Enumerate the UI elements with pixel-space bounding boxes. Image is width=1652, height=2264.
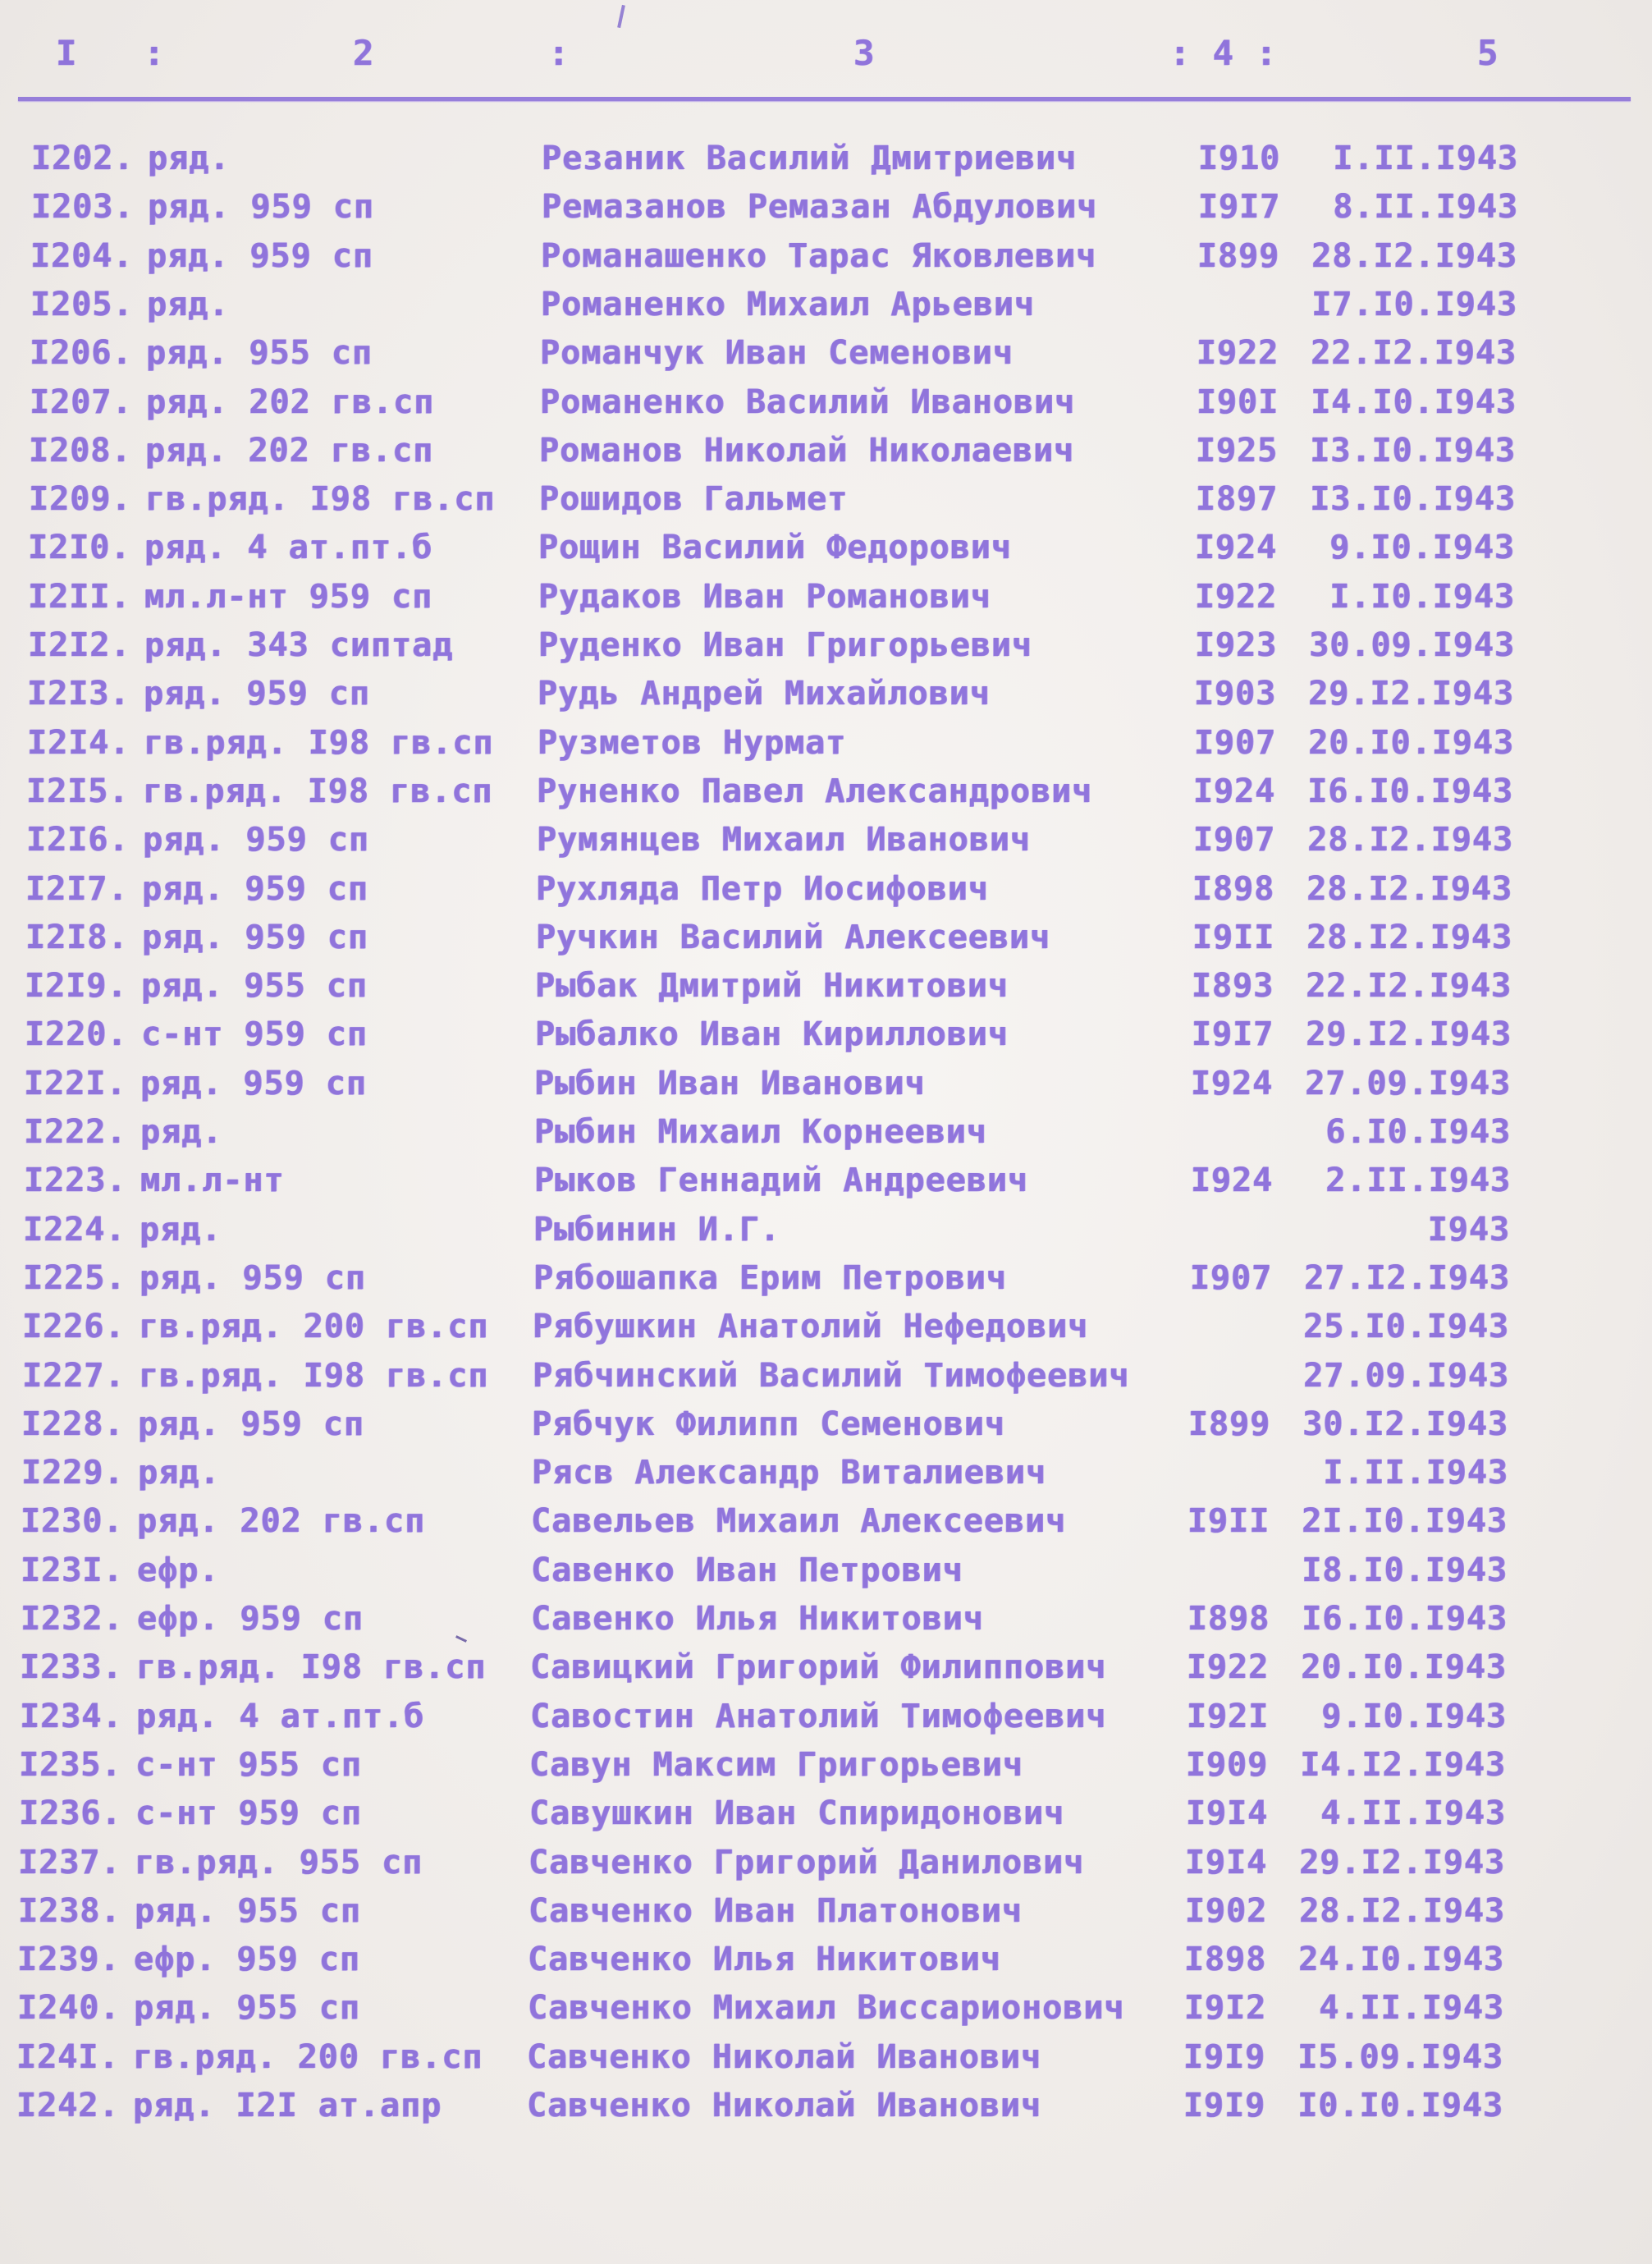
record-rank-unit: гв.ряд. 200 гв.сп (139, 1308, 489, 1346)
record-number: I205. (30, 285, 134, 323)
record-name: Савенко Иван Петрович (531, 1551, 963, 1589)
record-birth-year: I910 (1197, 140, 1281, 177)
record-date: I.I0.I943 (1329, 577, 1515, 616)
record-birth-year: I9I7 (1191, 1015, 1274, 1054)
record-name: Савицкий Григорий Филиппович (530, 1648, 1107, 1687)
record-date: I7.I0.I943 (1311, 285, 1517, 323)
record-number: I234. (20, 1697, 123, 1735)
record-number: I206. (30, 334, 133, 373)
record-date: I6.I0.I943 (1307, 772, 1513, 810)
record-date: I4.I0.I943 (1311, 383, 1517, 421)
record-birth-year: I922 (1194, 577, 1278, 616)
record-date: I.II.I943 (1323, 1454, 1508, 1492)
record-number: I2I4. (27, 723, 130, 762)
record-date: 20.I0.I943 (1301, 1648, 1507, 1687)
list-item (0, 1502, 1652, 1550)
record-rank-unit: ряд. 202 гв.сп (146, 383, 435, 421)
record-number: I233. (20, 1648, 123, 1687)
record-name: Рыков Геннадий Андреевич (534, 1162, 1028, 1200)
record-date: 29.I2.I943 (1308, 675, 1514, 713)
record-number: I2I6. (26, 821, 130, 859)
record-rank-unit: гв.ряд. 200 гв.сп (133, 2037, 483, 2076)
list-item (0, 724, 1652, 772)
record-birth-year: I902 (1184, 1891, 1268, 1930)
record-rank-unit: ряд. (140, 1210, 222, 1249)
record-number: I235. (19, 1745, 122, 1784)
header-col-1: I (56, 33, 78, 73)
record-rank-unit: ряд. 959 сп (138, 1405, 364, 1443)
record-number: I225. (23, 1258, 126, 1297)
record-name: Савченко Николай Иванович (527, 2037, 1042, 2076)
record-birth-year: I907 (1193, 723, 1277, 762)
record-number: I224. (23, 1210, 126, 1249)
list-item (0, 1794, 1652, 1842)
record-rank-unit: ряд. (140, 1113, 223, 1151)
record-number: I232. (21, 1600, 124, 1638)
record-rank-unit: мл.л-нт 959 сп (144, 577, 433, 616)
record-number: I2I8. (25, 918, 129, 956)
record-birth-year: I922 (1196, 334, 1279, 373)
record-name: Романов Николай Николаевич (539, 431, 1075, 470)
record-rank-unit: гв.ряд. I98 гв.сп (145, 480, 496, 519)
list-item (0, 1113, 1652, 1161)
record-name: Рудаков Иван Романович (538, 577, 991, 616)
record-birth-year: I909 (1185, 1745, 1269, 1784)
record-rank-unit: гв.ряд. I98 гв.сп (136, 1648, 487, 1687)
record-rank-unit: ефр. 959 сп (134, 1941, 360, 1979)
list-item (0, 1698, 1652, 1745)
record-date: 27.09.I943 (1305, 1064, 1511, 1102)
record-name: Романашенко Тарас Яковлевич (541, 236, 1097, 275)
record-rank-unit: гв.ряд. I98 гв.сп (144, 723, 494, 762)
record-date: I4.I2.I943 (1300, 1745, 1506, 1784)
record-date: 30.I2.I943 (1302, 1405, 1508, 1443)
header-rule (18, 97, 1631, 101)
record-rank-unit: ряд. 959 сп (148, 188, 374, 227)
record-number: I2I9. (25, 967, 128, 1006)
list-item (0, 2087, 1652, 2134)
record-date: 8.II.I943 (1333, 188, 1518, 227)
record-date: 27.09.I943 (1303, 1356, 1509, 1395)
record-name: Рудь Андрей Михайлович (538, 675, 991, 713)
record-number: I209. (29, 480, 132, 519)
record-date: 29.I2.I943 (1306, 1015, 1512, 1054)
record-number: I23I. (21, 1551, 124, 1589)
record-number: I228. (21, 1405, 125, 1443)
record-name: Савостин Анатолий Тимофеевич (530, 1697, 1107, 1735)
list-item (0, 919, 1652, 966)
record-rank-unit: ряд. 959 сп (142, 869, 368, 908)
list-item (0, 1065, 1652, 1112)
record-rank-unit: ряд. 959 сп (140, 1258, 366, 1297)
record-name: Ремазанов Ремазан Абдулович (542, 188, 1098, 227)
record-rank-unit: ряд. (147, 285, 230, 323)
record-rank-unit: ряд. 955 сп (135, 1891, 361, 1930)
record-date: 9.I0.I943 (1329, 529, 1515, 567)
list-item (0, 529, 1652, 576)
list-item (0, 286, 1652, 333)
record-rank-unit: ряд. 4 ат.пт.б (136, 1697, 425, 1735)
record-rank-unit: мл.л-нт (140, 1162, 285, 1200)
record-number: I203. (31, 188, 135, 227)
record-birth-year: I92I (1186, 1697, 1270, 1735)
record-name: Ручкин Василий Алексеевич (536, 918, 1051, 956)
record-birth-year: I924 (1194, 529, 1278, 567)
list-item (0, 383, 1652, 431)
record-name: Рыбинин И.Г. (533, 1210, 780, 1249)
list-item (0, 1308, 1652, 1355)
record-rank-unit: ряд. 343 сиптад (144, 626, 454, 664)
record-number: I204. (30, 236, 134, 275)
record-date: 6.I0.I943 (1325, 1113, 1511, 1151)
record-date: 29.I2.I943 (1299, 1843, 1505, 1881)
record-name: Рухляда Петр Иосифович (536, 869, 989, 908)
record-number: I2II. (28, 577, 131, 616)
record-name: Савченко Григорий Данилович (529, 1843, 1085, 1881)
record-number: I240. (17, 1989, 121, 2028)
list-item (0, 578, 1652, 626)
record-date: 27.I2.I943 (1304, 1258, 1510, 1297)
record-number: I226. (22, 1308, 126, 1346)
record-name: Савченко Николай Иванович (527, 2087, 1042, 2124)
record-name: Романчук Иван Семенович (540, 334, 1014, 373)
record-birth-year: I898 (1183, 1941, 1267, 1979)
record-rank-unit: ряд. I2I ат.апр (133, 2087, 442, 2124)
record-birth-year: I9I4 (1184, 1843, 1268, 1881)
record-name: Савченко Илья Никитович (528, 1941, 1001, 1979)
record-date: I943 (1427, 1210, 1510, 1249)
record-date: 30.09.I943 (1309, 626, 1515, 664)
list-item (0, 1746, 1652, 1794)
header-col-5: 5 (1477, 33, 1499, 73)
record-rank-unit: ряд. 959 сп (142, 918, 368, 956)
record-date: 2I.I0.I943 (1302, 1502, 1508, 1541)
record-birth-year: I9I7 (1197, 188, 1281, 227)
list-item (0, 1015, 1652, 1063)
record-rank-unit: ряд. 4 ат.пт.б (144, 529, 433, 567)
record-number: I236. (19, 1794, 122, 1833)
record-birth-year: I9I2 (1183, 1989, 1267, 2028)
record-name: Рябушкин Анатолий Нефедович (533, 1308, 1089, 1346)
record-birth-year: I924 (1190, 1162, 1274, 1200)
record-rank-unit: гв.ряд. I98 гв.сп (143, 772, 493, 810)
record-number: I227. (22, 1356, 126, 1395)
list-item (0, 1551, 1652, 1599)
record-number: I202. (31, 140, 135, 177)
record-number: I237. (18, 1843, 121, 1881)
list-item (0, 675, 1652, 722)
record-name: Савун Максим Григорьевич (529, 1745, 1023, 1784)
record-name: Рощин Василий Федорович (538, 529, 1012, 567)
list-item (0, 821, 1652, 868)
record-number: I222. (24, 1113, 127, 1151)
record-date: I3.I0.I943 (1310, 480, 1516, 519)
record-number: I208. (29, 431, 132, 470)
record-rank-unit: с-нт 959 сп (141, 1015, 368, 1054)
record-birth-year: I924 (1192, 772, 1276, 810)
record-date: 28.I2.I943 (1307, 821, 1513, 859)
record-rank-unit: ряд. 955 сп (134, 1989, 360, 2028)
record-birth-year: I898 (1192, 869, 1275, 908)
record-birth-year: I9I4 (1185, 1794, 1269, 1833)
record-date: 22.I2.I943 (1311, 334, 1517, 373)
record-rank-unit: гв.ряд. 955 сп (135, 1843, 423, 1881)
record-name: Резаник Василий Дмитриевич (542, 140, 1078, 177)
record-date: 25.I0.I943 (1303, 1308, 1509, 1346)
list-item (0, 432, 1652, 479)
record-birth-year: I924 (1190, 1064, 1274, 1102)
list-item (0, 1844, 1652, 1891)
list-item (0, 1454, 1652, 1501)
record-number: I223. (24, 1162, 127, 1200)
record-rank-unit: ряд. (148, 140, 231, 177)
record-date: 4.II.I943 (1320, 1794, 1506, 1833)
record-birth-year: I923 (1194, 626, 1278, 664)
record-rank-unit: ряд. 959 сп (144, 675, 370, 713)
record-number: I22I. (24, 1064, 127, 1102)
record-name: Рузметов Нурмат (538, 723, 847, 762)
record-date: I6.I0.I943 (1302, 1600, 1508, 1638)
record-name: Рясв Александр Виталиевич (532, 1454, 1047, 1492)
record-name: Савченко Михаил Виссарионович (528, 1989, 1125, 2028)
record-rank-unit: ряд. 959 сп (147, 236, 373, 275)
record-name: Савченко Иван Платонович (529, 1891, 1023, 1930)
record-number: I2I0. (28, 529, 131, 567)
record-rank-unit: ефр. (137, 1551, 220, 1589)
list-item (0, 870, 1652, 918)
header-col-4: : 4 : (1169, 33, 1278, 73)
record-name: Савельев Михаил Алексеевич (531, 1502, 1067, 1541)
list-item (0, 2038, 1652, 2086)
list-item (0, 626, 1652, 674)
record-date: I3.I0.I943 (1310, 431, 1516, 470)
record-date: 4.II.I943 (1319, 1989, 1504, 2028)
record-name: Романенко Василий Иванович (540, 383, 1076, 421)
record-date: I5.09.I943 (1297, 2037, 1503, 2076)
record-name: Рябчинский Василий Тимофеевич (533, 1356, 1130, 1395)
list-item (0, 140, 1652, 187)
record-birth-year: I907 (1192, 821, 1276, 859)
list-item (0, 1405, 1652, 1453)
list-item (0, 188, 1652, 236)
record-rank-unit: ряд. 955 сп (146, 334, 373, 373)
record-name: Рябошапка Ерим Петрович (533, 1258, 1007, 1297)
record-birth-year: I9I9 (1183, 2087, 1266, 2124)
record-birth-year: I893 (1191, 967, 1274, 1006)
record-date: 28.I2.I943 (1306, 918, 1512, 956)
record-birth-year: I899 (1188, 1405, 1271, 1443)
header-col-2: 2 (353, 33, 375, 73)
record-birth-year: I907 (1189, 1258, 1273, 1297)
record-birth-year: I899 (1197, 236, 1280, 275)
record-name: Руденко Иван Григорьевич (538, 626, 1032, 664)
record-rank-unit: ряд. 959 сп (143, 821, 369, 859)
record-date: I0.I0.I943 (1297, 2087, 1503, 2124)
record-name: Савенко Илья Никитович (531, 1600, 984, 1638)
record-name: Рыбин Михаил Корнеевич (534, 1113, 987, 1151)
header-separator-2: : (548, 33, 570, 73)
header-col-3: 3 (853, 33, 876, 73)
list-item (0, 1259, 1652, 1307)
record-number: I24I. (16, 2037, 120, 2076)
list-item (0, 1357, 1652, 1405)
record-number: I207. (30, 383, 133, 421)
record-number: I2I7. (25, 869, 129, 908)
list-item (0, 967, 1652, 1015)
record-birth-year: I898 (1187, 1600, 1270, 1638)
column-header (0, 33, 1652, 82)
record-name: Рыбалко Иван Кириллович (535, 1015, 1009, 1054)
record-name: Савушкин Иван Спиридонович (529, 1794, 1065, 1833)
record-number: I220. (25, 1015, 128, 1054)
record-rank-unit: гв.ряд. I98 гв.сп (139, 1356, 489, 1395)
record-name: Рыбин Иван Иванович (534, 1064, 926, 1102)
record-number: I239. (17, 1941, 121, 1979)
list-item (0, 772, 1652, 820)
list-item (0, 1211, 1652, 1258)
record-date: 28.I2.I943 (1306, 869, 1512, 908)
record-rank-unit: с-нт 955 сп (135, 1745, 362, 1784)
record-number: I229. (21, 1454, 125, 1492)
record-rank-unit: ряд. 202 гв.сп (137, 1502, 426, 1541)
record-date: 28.I2.I943 (1311, 236, 1517, 275)
record-rank-unit: с-нт 959 сп (135, 1794, 362, 1833)
record-birth-year: I90I (1196, 383, 1279, 421)
record-date: 20.I0.I943 (1308, 723, 1514, 762)
header-separator-1: : (144, 33, 166, 73)
pen-mark (617, 5, 625, 28)
record-birth-year: I925 (1195, 431, 1279, 470)
record-number: I230. (21, 1502, 124, 1541)
record-name: Рябчук Филипп Семенович (532, 1405, 1005, 1443)
record-birth-year: I897 (1195, 480, 1279, 519)
list-item (0, 1892, 1652, 1940)
record-date: I8.I0.I943 (1302, 1551, 1508, 1589)
record-date: 9.I0.I943 (1321, 1697, 1507, 1735)
record-name: Руненко Павел Александрович (537, 772, 1093, 810)
record-number: I2I3. (27, 675, 130, 713)
record-birth-year: I922 (1186, 1648, 1270, 1687)
record-date: 28.I2.I943 (1299, 1891, 1505, 1930)
list-item (0, 480, 1652, 528)
record-birth-year: I9II (1192, 918, 1275, 956)
list-item (0, 1162, 1652, 1209)
list-item (0, 334, 1652, 382)
record-date: 22.I2.I943 (1306, 967, 1512, 1006)
record-number: I2I2. (28, 626, 131, 664)
record-date: I.II.I943 (1333, 140, 1518, 177)
record-name: Рыбак Дмитрий Никитович (535, 967, 1009, 1006)
list-item (0, 1600, 1652, 1648)
record-rank-unit: ряд. (138, 1454, 221, 1492)
record-birth-year: I9II (1187, 1502, 1270, 1541)
record-rank-unit: ряд. 959 сп (140, 1064, 367, 1102)
record-number: I2I5. (26, 772, 130, 810)
record-date: 2.II.I943 (1325, 1162, 1511, 1200)
record-rank-unit: ефр. 959 сп (137, 1600, 364, 1638)
record-name: Рошидов Гальмет (539, 480, 849, 519)
list-item (0, 1648, 1652, 1696)
record-name: Румянцев Михаил Иванович (537, 821, 1031, 859)
list-item (0, 1941, 1652, 1988)
record-name: Романенко Михаил Арьевич (541, 285, 1035, 323)
list-item (0, 237, 1652, 285)
list-item (0, 1989, 1652, 2037)
record-birth-year: I9I9 (1183, 2037, 1266, 2076)
record-birth-year: I903 (1193, 675, 1277, 713)
record-rank-unit: ряд. 955 сп (141, 967, 368, 1006)
record-number: I242. (16, 2087, 120, 2124)
record-date: 24.I0.I943 (1298, 1941, 1504, 1979)
record-rank-unit: ряд. 202 гв.сп (145, 431, 434, 470)
record-number: I238. (18, 1891, 121, 1930)
